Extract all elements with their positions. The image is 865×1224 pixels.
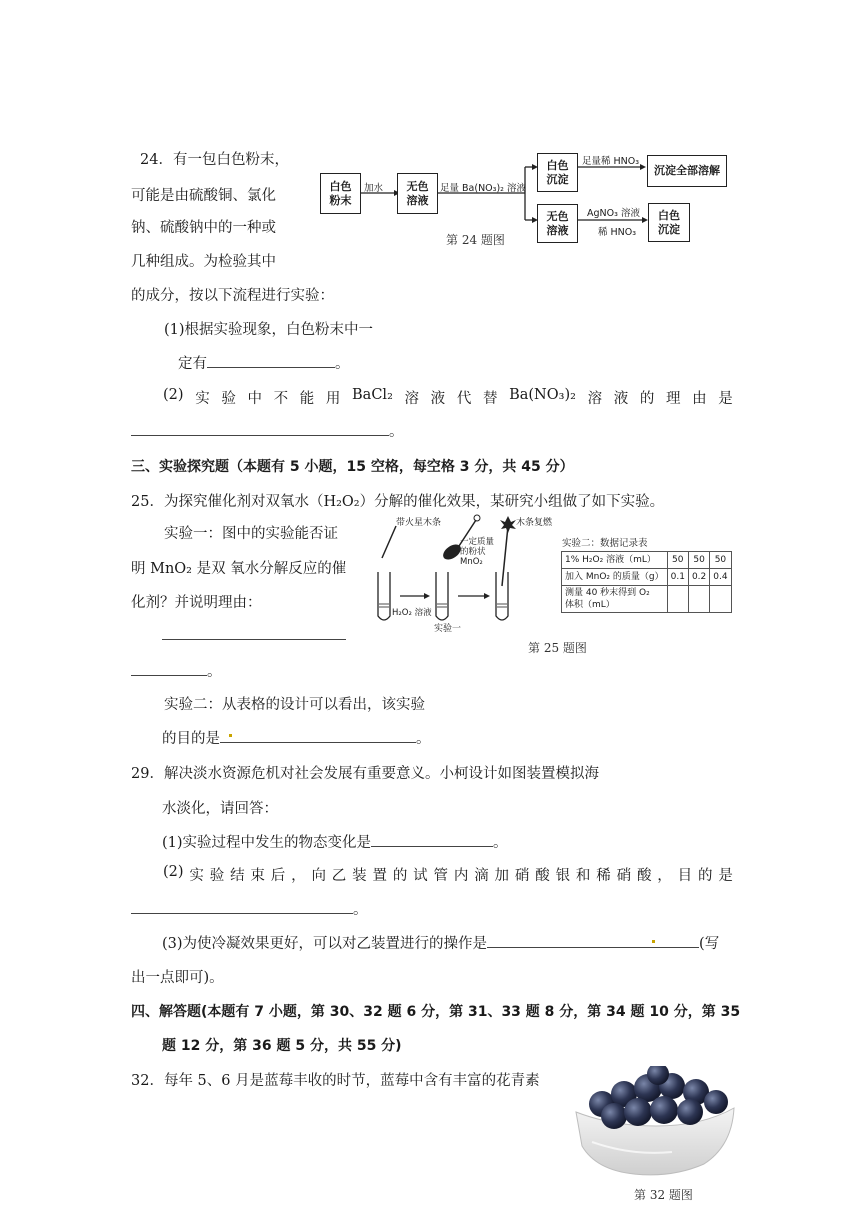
q29-sub2-word: 管 — [433, 868, 449, 884]
record-table-cell: 50 — [667, 552, 688, 569]
q24-sub2-word: 溶 — [404, 391, 420, 407]
q24-sub2-word: Ba(NO₃)₂ — [509, 387, 576, 403]
q29-sub2-word: 内 — [453, 868, 469, 884]
q24-sub2-word: 代 — [456, 391, 472, 407]
record-table-cell: 0.1 — [667, 569, 688, 586]
record-table-cell — [688, 586, 709, 613]
q24-sub2-line — [163, 387, 733, 408]
q24-sub2-line-2: 。 — [131, 420, 404, 441]
q24-sub1-line-a: (1)根据实验现象，白色粉末中一 — [164, 322, 374, 338]
q29-sub2-word: 是 — [718, 868, 733, 884]
q29-sub2-word: (2) — [163, 864, 184, 880]
fig24-caption: 第 24 题图 — [446, 233, 505, 247]
q29-sub2-word: 硝 — [514, 868, 530, 884]
q29-sub2-word: ， — [657, 868, 672, 884]
q24-sub2-word: 液 — [613, 391, 629, 407]
q29-sub2-word: 银 — [555, 868, 571, 884]
q29-answer-blank-3[interactable] — [487, 933, 699, 948]
q29-sub2-word: 的 — [697, 868, 713, 884]
q25-intro: 25．为探究催化剂对双氧水（H₂O₂）分解的催化效果，某研究小组做了如下实验。 — [131, 494, 665, 510]
q29-sub2-word: 滴 — [474, 868, 489, 884]
q24-line-3: 钠、硫酸钠中的一种或 — [131, 220, 276, 236]
q29-answer-blank-2[interactable] — [131, 899, 353, 914]
q29-sub2-word: ， — [291, 868, 306, 884]
label-excess-reagent: 足量 Ba(NO₃)₂ 溶液 — [440, 183, 526, 194]
section3-heading: 三、实验探究题（本题有 5 小题，15 空格，每空格 3 分，共 45 分） — [131, 459, 574, 475]
stray-mark-2 — [652, 940, 655, 943]
q29-sub2-word: 硝 — [616, 868, 632, 884]
record-table-cell: 50 — [688, 552, 709, 569]
q29-sub2-word: 结 — [230, 868, 245, 884]
q29-sub2-word: 后 — [270, 868, 286, 884]
record-table-header-cell: 加入 MnO₂ 的质量（g） — [562, 569, 668, 586]
label-agno3: AgNO₃ 溶液 — [587, 208, 640, 219]
stray-mark-1 — [229, 734, 232, 737]
q25-exp2-line-2: 的目的是 。 — [162, 727, 431, 748]
box-colorless-solution: 无色 溶液 — [397, 173, 438, 214]
q24-sub2-word: 的 — [639, 391, 655, 407]
record-table-row — [562, 586, 732, 613]
fig32-caption: 第 32 题图 — [634, 1188, 693, 1202]
q25-exp1-line-1: 实验一：图中的实验能否证 — [164, 526, 338, 542]
section4-heading-line-2: 题 12 分，第 36 题 5 分，共 55 分) — [162, 1038, 402, 1054]
q25-exp1-line-3: 化剂？并说明理由： — [131, 595, 262, 611]
record-table-cell — [710, 586, 731, 613]
q24-line-2: 可能是由硫酸铜、氯化 — [131, 188, 276, 204]
q24-sub2-word: 验 — [221, 391, 236, 407]
q29-sub2-word: 酸 — [535, 868, 550, 884]
q24-sub2-word: 用 — [325, 391, 341, 407]
q29-sub2-word: 的 — [392, 868, 408, 884]
q29-sub2-line-2: 。 — [131, 898, 368, 919]
label-experiment-1: 实验一 — [434, 624, 462, 634]
box-precipitate-dissolves: 沉淀全部溶解 — [647, 155, 727, 187]
record-table-row — [562, 569, 732, 586]
q24-sub2-word: BaCl₂ — [352, 387, 393, 403]
q24-sub2-word: 中 — [247, 391, 262, 407]
q29-sub2-word: 实 — [189, 868, 204, 884]
q24-line-5: 的成分，按以下流程进行实验： — [131, 288, 334, 304]
box-white-precipitate-2: 白色 沉淀 — [648, 203, 690, 242]
q25-answer-blank-1[interactable] — [162, 625, 346, 640]
record-table-title: 实验二：数据记录表 — [562, 538, 648, 549]
q24-answer-blank-1[interactable] — [207, 353, 335, 368]
record-table-cell: 0.2 — [688, 569, 709, 586]
label-relight: 木条复燃 — [516, 518, 553, 528]
q29-sub1: (1)实验过程中发生的物态变化是 。 — [162, 831, 508, 852]
q29-line-2: 水淡化，请回答： — [162, 801, 278, 817]
label-excess-dilute-hno3: 足量稀 HNO₃ — [582, 156, 640, 167]
q29-sub2-word: 验 — [209, 868, 225, 884]
q29-sub2-word: 稀 — [596, 868, 611, 884]
q24-sub2-word: (2) — [163, 387, 184, 403]
q25-exp1-line-2: 明 MnO₂ 是双 氧水分解反应的催 — [131, 561, 347, 577]
q24-sub2-word: 理 — [665, 391, 681, 407]
q24-sub1-line-b: 定有 。 — [178, 352, 350, 373]
record-table-header-cell: 测量 40 秒末得到 O₂ 体积（mL） — [562, 586, 668, 613]
q29-sub2-word: 和 — [575, 868, 591, 884]
q24-sub2-word: 能 — [299, 391, 315, 407]
q25-answer-line-1 — [162, 625, 346, 644]
q29-sub2-word: 向 — [311, 868, 326, 884]
q29-answer-blank-1[interactable] — [371, 832, 493, 847]
q29-sub2-word: 目 — [677, 868, 693, 884]
label-h2o2: H₂O₂ 溶液 — [392, 608, 432, 618]
q25-answer-blank-2[interactable] — [131, 661, 207, 676]
q24-sub2-word: 不 — [273, 391, 289, 407]
q29-sub2-word: 乙 — [331, 868, 347, 884]
blueberry-bowl-image — [572, 1066, 738, 1178]
q25-answer-blank-3[interactable] — [220, 728, 416, 743]
label-glowing-stick: 带火星木条 — [396, 518, 442, 528]
box-white-powder: 白色 粉末 — [320, 173, 361, 214]
q29-sub2-word: 束 — [250, 868, 265, 884]
q29-sub3: (3)为使冷凝效果更好，可以对乙装置进行的操作是 (写 — [162, 932, 719, 953]
record-table-cell — [667, 586, 688, 613]
q24-line-1: 24．有一包白色粉末， — [140, 152, 289, 168]
q24-sub2-word: 溶 — [587, 391, 603, 407]
q29-sub2-line — [163, 864, 733, 885]
q24-sub2-word: 是 — [718, 391, 733, 407]
q24-line-4: 几种组成。为检验其中 — [131, 254, 276, 270]
label-add-water: 加水 — [364, 183, 384, 194]
record-table-cell: 0.4 — [710, 569, 731, 586]
q24-sub2-word: 由 — [692, 391, 707, 407]
q29-sub2-word: 装 — [352, 868, 367, 884]
q29-line-1: 29．解决淡水资源危机对社会发展有重要意义。小柯设计如图装置模拟海 — [131, 766, 599, 782]
q24-answer-blank-2[interactable] — [131, 421, 389, 436]
record-table-cell: 50 — [710, 552, 731, 569]
record-table-header-cell: 1% H₂O₂ 溶液（mL） — [562, 552, 668, 569]
record-table-row — [562, 552, 732, 569]
q24-sub2-word: 替 — [482, 391, 498, 407]
q24-sub2-word: 实 — [195, 391, 210, 407]
q24-sub2-word: 液 — [430, 391, 446, 407]
q29-sub2-word: 试 — [413, 868, 428, 884]
q29-sub2-word: 加 — [494, 868, 510, 884]
q25-exp2-line-1: 实验二：从表格的设计可以看出，该实验 — [164, 697, 425, 713]
label-dilute-hno3: 稀 HNO₃ — [598, 227, 637, 238]
box-colorless-solution-2: 无色 溶液 — [537, 204, 578, 243]
q29-sub3-line-2: 出一点即可)。 — [131, 970, 224, 986]
box-white-precipitate: 白色 沉淀 — [537, 153, 578, 192]
q29-sub2-word: 置 — [372, 868, 387, 884]
section4-heading-line-1: 四、解答题(本题有 7 小题，第 30、32 题 6 分，第 31、33 题 8 分，第 34 题 10 分，第 35 — [131, 1004, 741, 1020]
label-mno2: 一定质量 的粉状 MnO₂ — [460, 537, 495, 567]
q32-line-1: 32．每年 5、6 月是蓝莓丰收的时节，蓝莓中含有丰富的花青素 — [131, 1073, 540, 1089]
fig25-caption: 第 25 题图 — [528, 641, 587, 655]
q25-answer-line-2: 。 — [131, 660, 222, 681]
record-table — [561, 551, 732, 613]
q29-sub2-word: 酸 — [636, 868, 652, 884]
